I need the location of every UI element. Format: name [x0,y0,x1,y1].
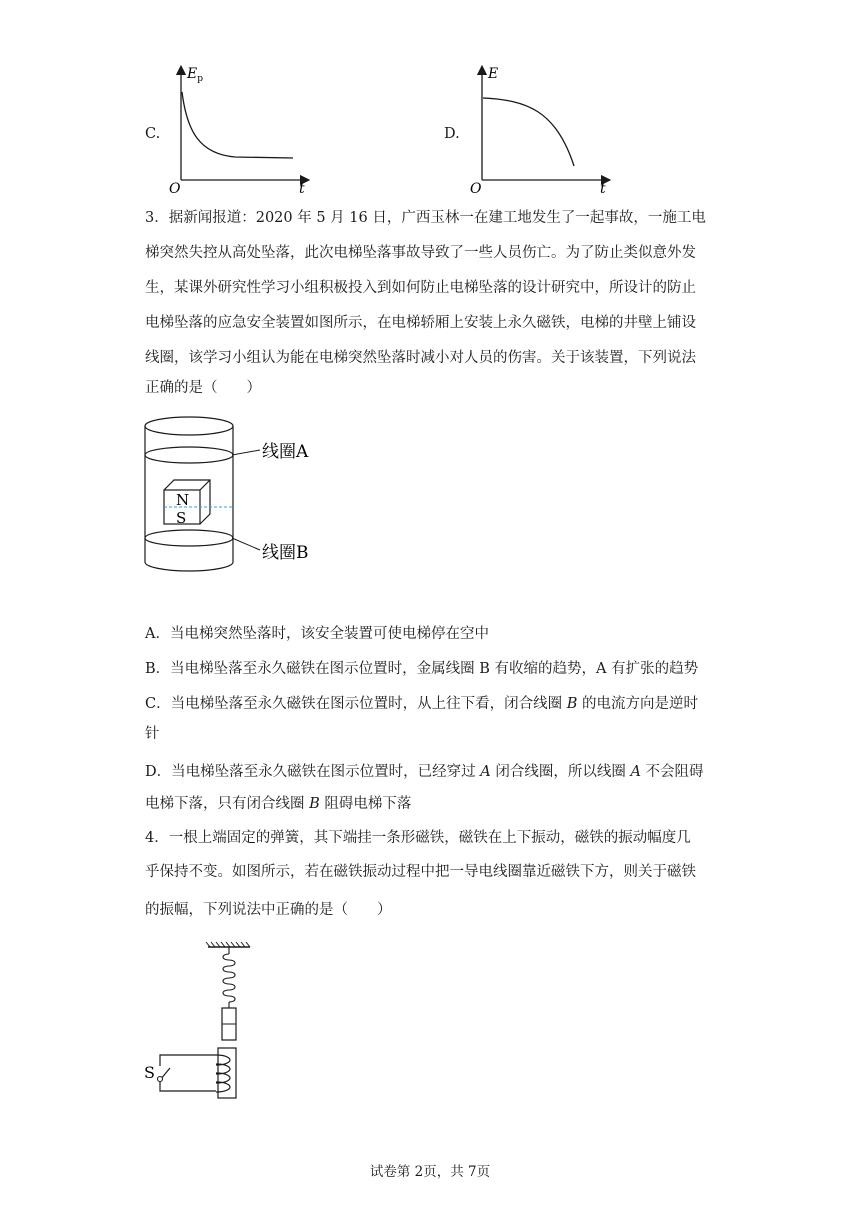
q3-line-5: 线圈，该学习小组认为能在电梯突然坠落时减小对人员的伤害。关于该装置，下列说法 [145,350,696,366]
bar-magnet [222,1008,236,1040]
coil-with-core [216,1048,236,1098]
ep-curve [182,92,293,158]
permanent-magnet [164,480,232,527]
switch-contact [158,1077,163,1082]
coil-b-ring [145,530,233,546]
x-axis-label: t [600,181,606,197]
q3-line-1: 3．据新闻报道：2020 年 5 月 16 日，广西玉林一在建工地发生了一起事故，一施工电 [145,210,706,226]
q3-line-6: 正确的是（ ） [145,380,261,396]
option-c-label: C. [145,126,161,142]
x-axis-label: t [299,181,305,197]
switch-label: S [144,1063,155,1082]
svg-text:S: S [176,509,187,527]
q4-line-3: 的振幅，下列说法中正确的是（ ） [145,902,392,918]
q3-option-c: C．当电梯坠落至永久磁铁在图示位置时，从上往下看，闭合线圈 B 的电流方向是逆时 [145,696,698,712]
option-d-label: D. [444,126,460,142]
y-axis-label: E [488,66,499,82]
svg-text:N: N [176,491,190,509]
circuit-wire [160,1055,216,1091]
q3-line-4: 电梯坠落的应急安全装置如图所示，在电梯轿厢上安装上永久磁铁，电梯的井壁上铺设 [145,315,696,331]
spring-magnet-coil-figure [140,940,270,1105]
q3-option-d: D．当电梯坠落至永久磁铁在图示位置时，已经穿过 A 闭合线圈，所以线圈 A 不会阻碍 [145,764,704,780]
q3-line-3: 生，某课外研究性学习小组积极投入到如何防止电梯坠落的设计研究中，所设计的防止 [145,280,696,296]
coil-b-label: 线圈B [262,543,309,563]
page-footer: 试卷第 2页，共 7页 [369,1164,491,1180]
graph-c-energy-curve [165,62,315,197]
q3-option-d-cont: 电梯下落，只有闭合线圈 B 阻碍电梯下落 [145,796,412,812]
q3-option-c-cont: 针 [145,726,160,742]
elevator-shaft-figure [140,412,340,582]
q4-line-1: 4．一根上端固定的弹簧，其下端挂一条形磁铁，磁铁在上下振动，磁铁的振动幅度几 [145,830,691,846]
origin-label: O [470,181,482,197]
q3-line-2: 梯突然失控从高处坠落，此次电梯坠落事故导致了一些人员伤亡。为了防止类似意外发 [145,245,696,261]
spring [223,947,235,1008]
y-axis-label: $E_p$ [187,66,203,84]
origin-label: O [169,181,181,197]
coil-a-label: 线圈A [262,442,309,462]
coil-a-ring [145,447,233,463]
ceiling-support [206,942,250,947]
q4-line-2: 乎保持不变。如图所示，若在磁铁振动过程中把一导电线圈靠近磁铁下方，则关于磁铁 [145,864,696,880]
graph-d-energy-curve [466,62,616,197]
e-curve [483,98,574,166]
q3-option-a: A．当电梯突然坠落时，该安全装置可使电梯停在空中 [145,626,489,642]
q3-option-b: B．当电梯坠落至永久磁铁在图示位置时，金属线圈 B 有收缩的趋势，A 有扩张的趋势 [145,661,699,677]
